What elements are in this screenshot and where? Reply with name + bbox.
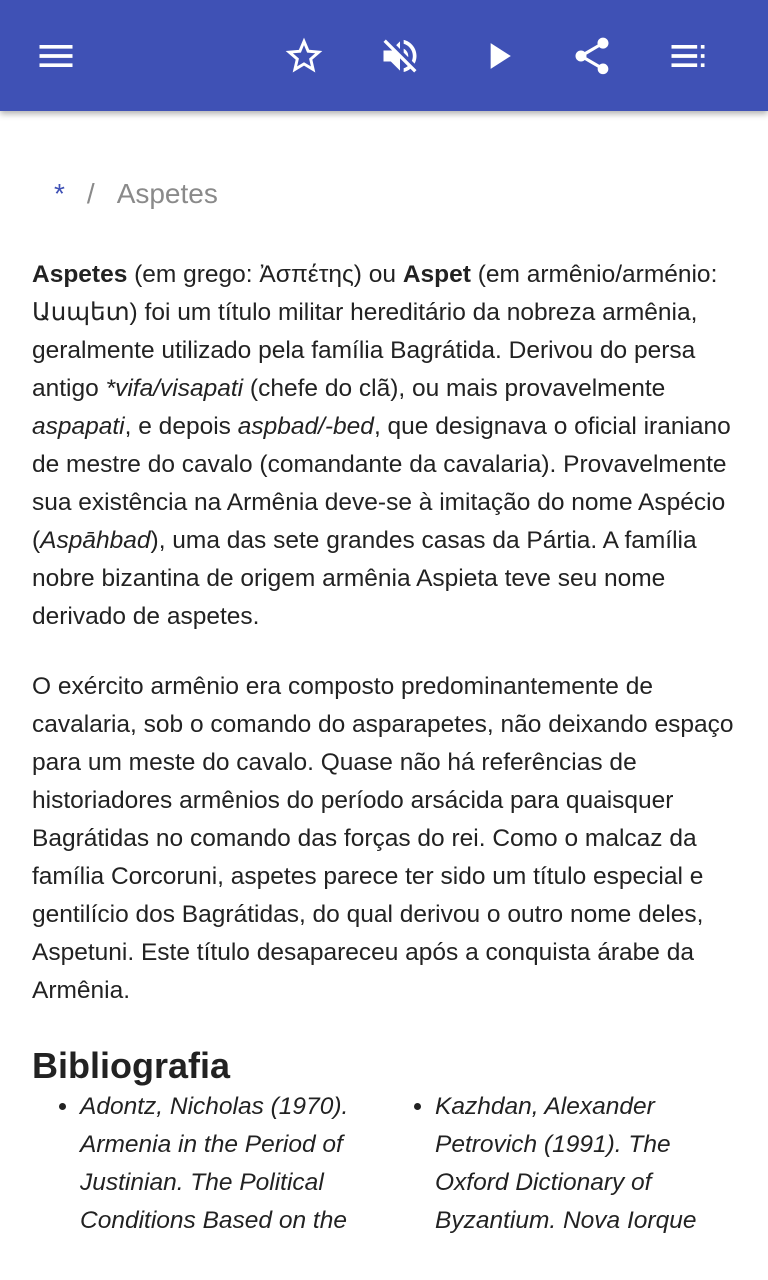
breadcrumb bbox=[54, 178, 218, 210]
text-span: , que designava o oficial iraniano de mestre do cavalo (comandante da cavalaria). Provavelmente sua existência na Armênia deve-se à imitação do nome Aspécio ( bbox=[32, 413, 731, 554]
share-icon[interactable] bbox=[568, 32, 616, 80]
playlist-icon[interactable] bbox=[664, 32, 712, 80]
italic-term: aspapati bbox=[32, 413, 125, 440]
breadcrumb-home-link[interactable]: * bbox=[54, 178, 65, 209]
italic-term: *vifa/visapati bbox=[105, 375, 244, 402]
text-span: (chefe do clã), ou mais provavelmente bbox=[243, 375, 666, 402]
play-icon[interactable] bbox=[474, 32, 522, 80]
text-span: , e depois bbox=[124, 413, 238, 440]
term-aspet: Aspet bbox=[402, 261, 471, 288]
article-paragraph-2: O exército armênio era composto predominantemente de cavalaria, sob o comando do asparapetes, não deixando espaço para um meste do cavalo. Quase não há referências de historiadores armênios do período arsácida para quaisquer Bagrátidas no comando das forças do rei. Como o malcaz da família Corcoruni, aspetes parece ter sido um título especial e gentilício dos Bagrátidas, do qual derivou o outro nome deles, Aspetuni. Este título desapareceu após a conquista árabe da Armênia. bbox=[32, 673, 734, 1004]
bibliography-item: • Kazhdan, Alexander Petrovich (1991). The Oxford Dictionary of Byzantium. Nova Iorque bbox=[435, 1088, 742, 1240]
article-paragraph-1 bbox=[32, 256, 742, 636]
term-aspetes: Aspetes bbox=[32, 261, 128, 288]
breadcrumb-separator: / bbox=[86, 178, 95, 209]
star-outline-icon[interactable] bbox=[280, 32, 328, 80]
bibliography-item: • Adontz, Nicholas (1970). Armenia in the Period of Justinian. The Political Conditions Based on the bbox=[80, 1088, 387, 1240]
volume-off-icon[interactable] bbox=[376, 32, 424, 80]
menu-icon[interactable] bbox=[32, 32, 80, 80]
section-heading-bibliography: Bibliografia bbox=[32, 1045, 231, 1086]
breadcrumb-current: Aspetes bbox=[116, 178, 218, 209]
text-span: ), uma das sete grandes casas da Pártia. A família nobre bizantina de origem armênia Aspieta teve seu nome derivado de aspetes. bbox=[32, 527, 697, 630]
bibliography-list bbox=[32, 1088, 742, 1240]
text-span: (em grego: Ἀσπέτης) ou bbox=[127, 261, 403, 288]
text-span: (em armênio/arménio: Ասպետ) foi um título militar hereditário da nobreza armênia, geralmente utilizado pela família Bagrátida. Derivou do persa antigo bbox=[32, 261, 718, 402]
app-toolbar bbox=[0, 0, 768, 111]
italic-term: aspbad/-bed bbox=[237, 413, 374, 440]
italic-term: Aspāhbad bbox=[40, 527, 151, 554]
article-content bbox=[32, 256, 742, 1240]
